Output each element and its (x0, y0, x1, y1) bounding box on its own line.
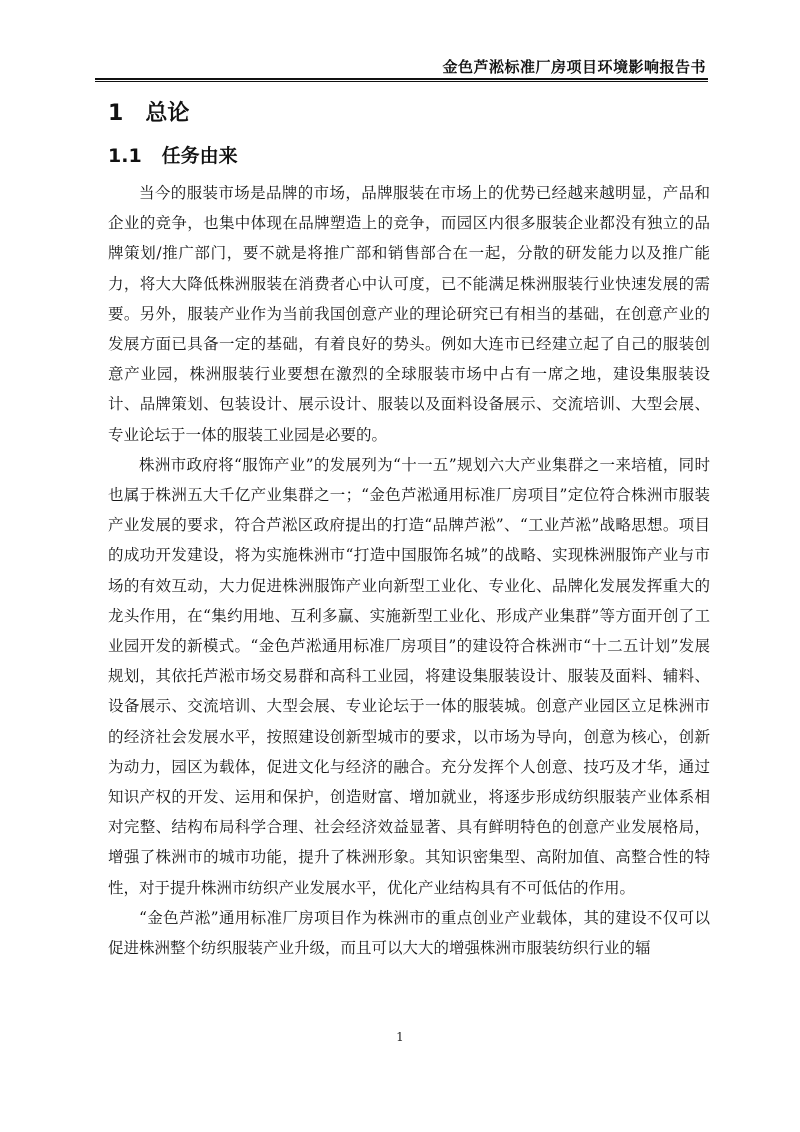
page-number: 1 (396, 1030, 404, 1044)
section-heading (108, 141, 238, 168)
running-header-title: 金色芦淞标准厂房项目环境影响报告书 (442, 58, 706, 76)
section-number: 1.1 (108, 145, 142, 167)
body-text (108, 178, 710, 963)
chapter-title: 总论 (145, 101, 190, 126)
chapter-number: 1 (108, 101, 124, 126)
paragraph-1: 当今的服装市场是品牌的市场，品牌服装在市场上的优势已经越来越明显，产品和企业的竞争，也集中体现在品牌塑造上的竞争，而园区内很多服装企业都没有独立的品牌策划/推广部门，要不就是将推广部和销售部合在一起，分散的研发能力以及推广能力，将大大降低株洲服装在消费者心中认可度，已不能满足株洲服装行业快速发展的需要。另外，服装产业作为当前我国创意产业的理论研究已有相当的基础，在创意产业的发展方面已具备一定的基础，有着良好的势头。例如大连市已经建立起了自己的服装创意产业园，株洲服装行业要想在激烈的全球服装市场中占有一席之地，建设集服装设计、品牌策划、包装设计、展示设计、服装以及面料设备展示、交流培训、大型会展、专业论坛于一体的服装工业园是必要的。 (108, 184, 710, 444)
chapter-heading (108, 96, 189, 127)
header-divider (95, 78, 708, 82)
paragraph-3: “金色芦淞”通用标准厂房项目作为株洲市的重点创业产业载体，其的建设不仅可以促进株洲整个纺织服装产业升级，而且可以大大的增强株洲市服装纺织行业的辐 (108, 908, 710, 958)
section-title: 任务由来 (161, 145, 238, 167)
paragraph-2: 株洲市政府将“服饰产业”的发展列为“十一五”规划六大产业集群之一来培植，同时也属于株洲五大千亿产业集群之一；“金色芦淞通用标准厂房项目”定位符合株洲市服装产业发展的要求，符合芦淞区政府提出的打造“品牌芦淞”、“工业芦淞”战略思想。项目的成功开发建设，将为实施株洲市“打造中国服饰名城”的战略、实现株洲服饰产业与市场的有效互动，大力促进株洲服饰产业向新型工业化、专业化、品牌化发展发挥重大的龙头作用，在“集约用地、互利多赢、实施新型工业化、形成产业集群”等方面开创了工业园开发的新模式。“金色芦淞通用标准厂房项目”的建设符合株洲市“十二五计划”发展规划，其依托芦淞市场交易群和高科工业园，将建设集服装设计、服装及面料、辅料、设备展示、交流培训、大型会展、专业论坛于一体的服装城。创意产业园区立足株洲市的经济社会发展水平，按照建设创新型城市的要求，以市场为导向，创意为核心，创新为动力，园区为载体，促进文化与经济的融合。充分发挥个人创意、技巧及才华，通过知识产权的开发、运用和保护，创造财富、增加就业，将逐步形成纺织服装产业体系相对完整、结构布局科学合理、社会经济效益显著、具有鲜明特色的创意产业发展格局，增强了株洲市的城市功能，提升了株洲形象。其知识密集型、高附加值、高整合性的特性，对于提升株洲市纺织产业发展水平，优化产业结构具有不可低估的作用。 (108, 455, 710, 897)
